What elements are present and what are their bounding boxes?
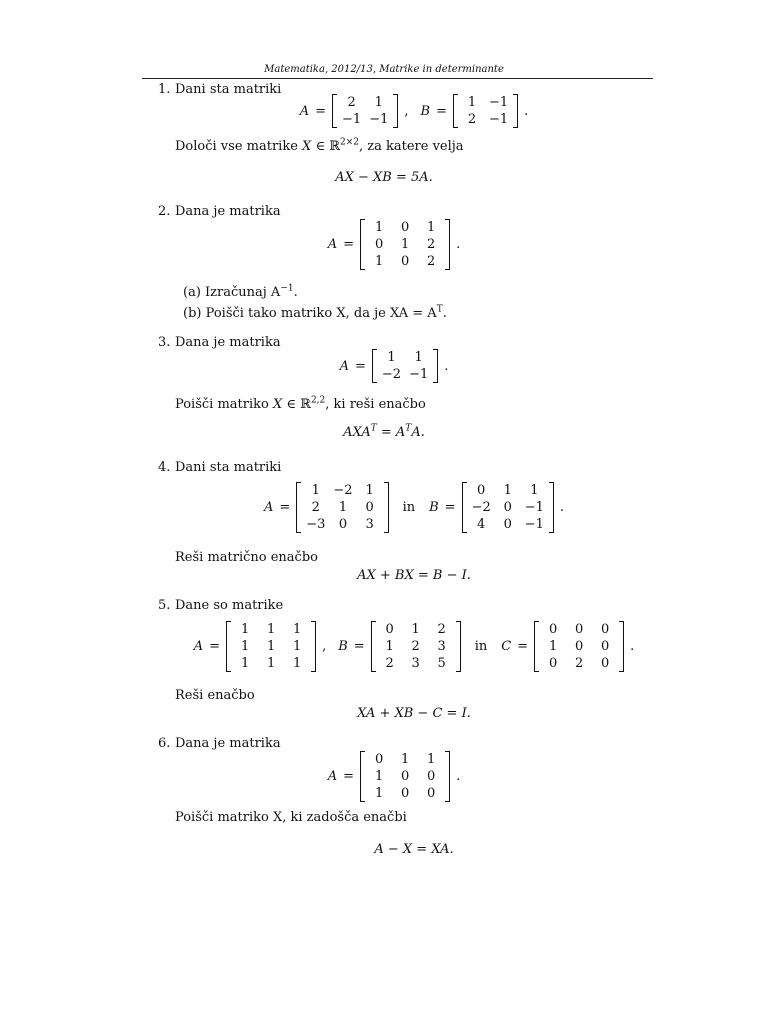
matrix-entry: 0 — [426, 786, 436, 801]
matrix-entry: 0 — [600, 656, 610, 671]
matrix-a-name: A — [327, 769, 338, 784]
problem-4-number: 4. — [158, 460, 171, 475]
matrix-entry: 0 — [365, 500, 374, 515]
matrix-entry: −2 — [471, 500, 491, 515]
matrix-entry: 2 — [426, 254, 436, 269]
matrix-entry: 0 — [503, 517, 512, 532]
problem-4-equation: AX + BX = B − I. — [357, 568, 471, 583]
matrix-a — [296, 482, 388, 533]
problem-2-number: 2. — [158, 204, 171, 219]
matrix-entry: 1 — [387, 350, 396, 365]
matrix-entry: 4 — [477, 517, 486, 532]
matrix-entry: 1 — [414, 350, 423, 365]
problem-1-matrices: A = 2 1 −1 −1 , B = 1 −1 2 −1 . — [299, 95, 529, 127]
matrix-b-name: B — [420, 103, 431, 119]
matrix-entry: 1 — [400, 237, 410, 252]
problem-2-intro: Dana je matrika — [175, 204, 281, 219]
problem-5-matrices: A = 1 1 1 1 1 1 1 1 1 , B = 0 1 2 1 2 3 2 3 5 in C = 0 0 0 1 0 0 0 2 0 . — [193, 622, 635, 671]
matrix-a-name: A — [299, 103, 310, 119]
matrix-a-name: A — [339, 358, 349, 374]
matrix-entry: −1 — [342, 112, 362, 127]
matrix-entry: 0 — [400, 220, 410, 235]
bracket-right — [393, 94, 398, 128]
matrix-entry: −1 — [524, 500, 544, 515]
matrix-entry: 1 — [503, 483, 512, 498]
matrix-entry: 0 — [574, 622, 584, 637]
matrix-entry: 0 — [400, 769, 410, 784]
matrix-entry: −1 — [488, 95, 509, 110]
matrix-entry: 1 — [365, 483, 374, 498]
problem-3-intro: Dana je matrika — [175, 335, 281, 350]
matrix-entry: 1 — [266, 622, 276, 637]
matrix-entry: 0 — [600, 622, 610, 637]
bracket-right — [549, 482, 554, 533]
bracket-right — [445, 751, 450, 802]
matrix-b — [462, 482, 554, 533]
matrix-a-name: A — [327, 237, 338, 252]
matrix-entry: 1 — [240, 639, 250, 654]
matrix-a — [332, 94, 398, 128]
problem-1-equation: AX − XB = 5A. — [335, 170, 433, 185]
problem-3-task: Poišči matriko X ∈ ℝ$^{2,2}$, ki reši enačbo — [175, 395, 426, 412]
matrix-entry: 3 — [411, 656, 420, 671]
problem-3-equation: $AXA^T = A^TA$. — [343, 423, 425, 440]
matrix-entry: −1 — [488, 112, 509, 127]
matrix-entry: 0 — [600, 639, 610, 654]
problem-1-intro: Dani sta matriki — [175, 82, 282, 97]
problem-6-matrices: A = 0 1 1 1 0 0 1 0 0 . — [327, 752, 461, 801]
matrix-entry: 1 — [374, 769, 384, 784]
problem-6-number: 6. — [158, 736, 171, 751]
matrix-c — [534, 621, 624, 672]
header-rule — [142, 78, 653, 79]
matrix-entry: 2 — [437, 622, 446, 637]
matrix-b-name: B — [338, 639, 348, 654]
matrix-entry: 1 — [385, 639, 394, 654]
matrix-entry: 1 — [467, 95, 477, 110]
bracket-right — [513, 94, 518, 128]
matrix-entry: 0 — [374, 237, 384, 252]
bracket-right — [619, 621, 624, 672]
matrix-b — [453, 94, 518, 128]
problem-3-number: 3. — [158, 335, 171, 350]
problem-2-part-a: (a) Izračunaj $A^{-1}$. — [183, 283, 298, 300]
page-header: Matematika, 2012/13, Matrike in determinante — [264, 64, 504, 75]
problem-6-task: Poišči matriko X, ki zadošča enačbi — [175, 810, 407, 825]
matrix-entry: 1 — [374, 95, 383, 110]
matrix-a — [360, 219, 450, 270]
matrix-entry: 1 — [548, 639, 558, 654]
matrix-entry: 1 — [374, 220, 384, 235]
bracket-right — [384, 482, 389, 533]
problem-4-task: Reši matrično enačbo — [175, 550, 318, 565]
conjunction: in — [402, 500, 416, 515]
matrix-a — [360, 751, 450, 802]
matrix-entry: 1 — [311, 483, 320, 498]
matrix-entry: 2 — [574, 656, 584, 671]
matrix-entry: 0 — [374, 752, 384, 767]
matrix-entry: 1 — [292, 639, 302, 654]
matrix-entry: 1 — [292, 656, 302, 671]
problem-3-matrices: A = 1 1 −2 −1 . — [339, 350, 449, 382]
matrix-a-name: A — [263, 500, 274, 515]
matrix-entry: −1 — [369, 112, 389, 127]
matrix-entry: 0 — [426, 769, 436, 784]
matrix-a — [226, 621, 316, 672]
problem-5-intro: Dane so matrike — [175, 598, 284, 613]
matrix-b-name: B — [429, 500, 439, 515]
matrix-entry: 5 — [437, 656, 446, 671]
problem-4-matrices: A = 1 −2 1 2 1 0 −3 0 3 in B = 0 1 1 −2 0 −1 4 0 −1 . — [263, 483, 565, 532]
matrix-entry: 1 — [426, 752, 436, 767]
matrix-entry: 1 — [266, 639, 276, 654]
matrix-entry: 0 — [385, 622, 394, 637]
matrix-entry: 1 — [338, 500, 348, 515]
matrix-entry: 0 — [400, 786, 410, 801]
matrix-a — [372, 349, 438, 383]
problem-4-intro: Dani sta matriki — [175, 460, 282, 475]
matrix-entry: 3 — [365, 517, 374, 532]
problem-2-part-b: (b) Poišči tako matriko X, da je XA = $A^T$. — [183, 304, 447, 321]
matrix-a-name: A — [193, 639, 204, 654]
matrix-entry: 2 — [385, 656, 394, 671]
matrix-entry: 2 — [467, 112, 477, 127]
matrix-entry: 0 — [548, 622, 558, 637]
matrix-entry: 1 — [530, 483, 539, 498]
matrix-entry: 0 — [477, 483, 486, 498]
conjunction: in — [474, 639, 488, 654]
matrix-entry: 1 — [426, 220, 436, 235]
matrix-entry: 0 — [338, 517, 348, 532]
matrix-entry: 0 — [574, 639, 584, 654]
matrix-entry: 2 — [311, 500, 320, 515]
matrix-entry: 1 — [374, 254, 384, 269]
problem-5-number: 5. — [158, 598, 171, 613]
matrix-entry: 0 — [548, 656, 558, 671]
matrix-entry: 1 — [266, 656, 276, 671]
matrix-entry: −2 — [381, 367, 402, 382]
problem-6-intro: Dana je matrika — [175, 736, 281, 751]
problem-2-matrices: A = 1 0 1 0 1 2 1 0 2 . — [327, 220, 461, 269]
matrix-entry: 1 — [374, 786, 384, 801]
matrix-entry: 1 — [292, 622, 302, 637]
matrix-entry: −1 — [524, 517, 544, 532]
bracket-right — [445, 219, 450, 270]
matrix-entry: 1 — [411, 622, 420, 637]
matrix-entry: 0 — [503, 500, 512, 515]
matrix-c-name: C — [501, 639, 512, 654]
matrix-entry: −3 — [306, 517, 326, 532]
matrix-entry: −2 — [333, 483, 353, 498]
matrix-b — [371, 621, 461, 672]
matrix-entry: 2 — [411, 639, 420, 654]
problem-1-number: 1. — [158, 82, 171, 97]
matrix-entry: 1 — [400, 752, 410, 767]
problem-5-task: Reši enačbo — [175, 688, 255, 703]
bracket-right — [433, 349, 438, 383]
matrix-entry: 2 — [426, 237, 436, 252]
matrix-entry: 1 — [240, 622, 250, 637]
matrix-entry: −1 — [409, 367, 429, 382]
matrix-entry: 0 — [400, 254, 410, 269]
bracket-right — [311, 621, 316, 672]
matrix-entry: 2 — [347, 95, 356, 110]
matrix-entry: 3 — [437, 639, 446, 654]
problem-1-task: Določi vse matrike X ∈ ℝ$^{2\times 2}$, za katere velja — [175, 137, 464, 154]
problem-5-equation: XA + XB − C = I. — [357, 706, 471, 721]
matrix-entry: 1 — [240, 656, 250, 671]
bracket-right — [456, 621, 461, 672]
problem-6-equation: A − X = XA. — [374, 842, 454, 857]
